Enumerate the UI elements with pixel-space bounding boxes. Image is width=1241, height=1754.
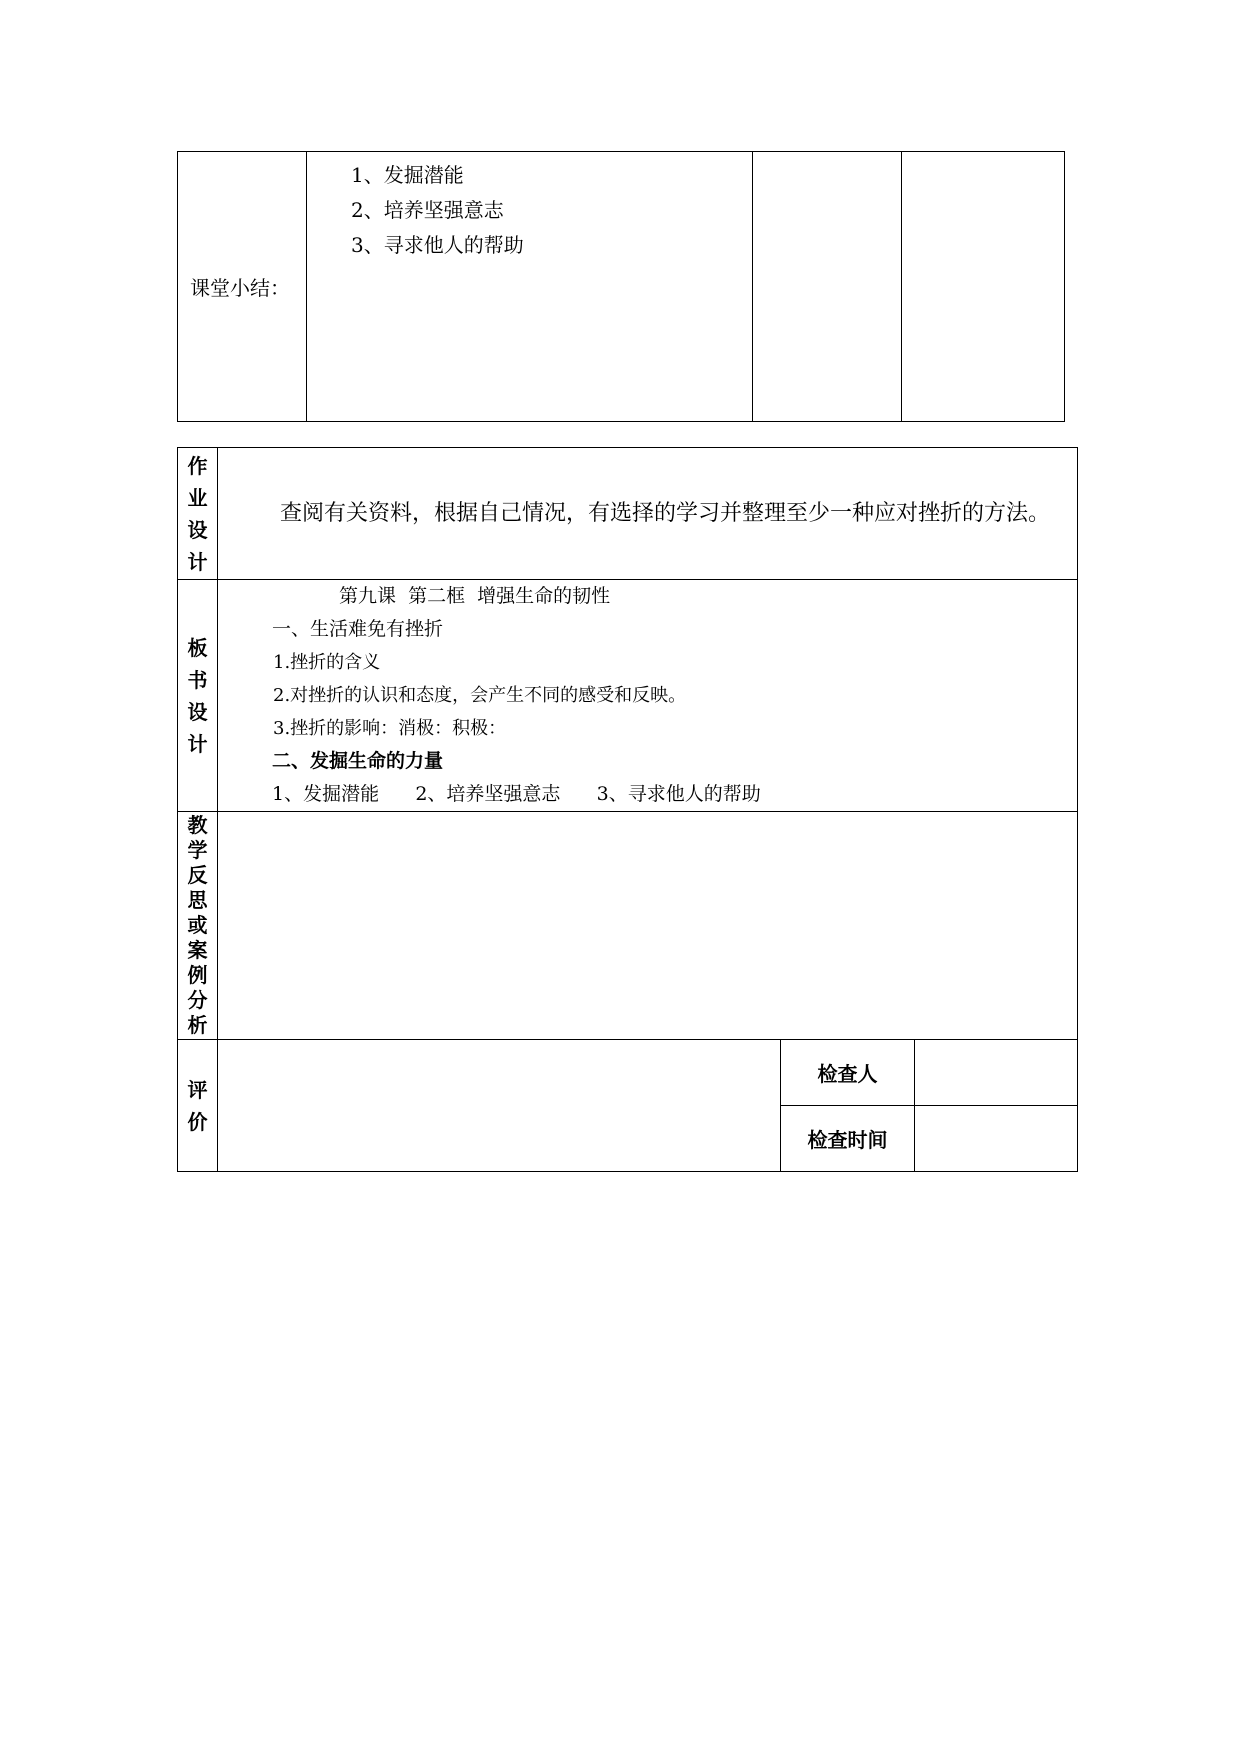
homework-text: 查阅有关资料，根据自己情况，有选择的学习并整理至少一种应对挫折的方法。 xyxy=(280,501,1051,526)
lesson-plan-table xyxy=(177,447,1078,1172)
reflection-label: 教 学 反 思 或 案 例 分 析 xyxy=(178,812,218,1040)
board-point-3: 3.挫折的影响：消极：积极： xyxy=(273,718,507,739)
summary-item: 2、培养坚强意志 xyxy=(351,198,504,222)
homework-label: 作 业 设 计 xyxy=(178,448,218,580)
board-section-1: 一、生活难免有挫折 xyxy=(272,618,444,640)
board-design-content xyxy=(218,580,1078,812)
summary-table xyxy=(177,151,1065,422)
board-items-line: 1、发掘潜能 2、培养坚强意志 3、寻求他人的帮助 xyxy=(272,783,761,805)
check-time-label: 检查时间 xyxy=(781,1106,915,1172)
reflection-content xyxy=(218,812,1078,1040)
checker-label: 检查人 xyxy=(781,1040,915,1106)
summary-item: 1、发掘潜能 xyxy=(351,163,464,187)
evaluation-content xyxy=(218,1040,781,1172)
board-section-2: 二、发掘生命的力量 xyxy=(272,750,444,772)
board-point-1: 1.挫折的含义 xyxy=(273,652,381,673)
evaluation-label: 评 价 xyxy=(178,1040,218,1172)
summary-empty-cell-1 xyxy=(753,152,902,422)
board-title: 第九课 第二框 增强生命的韧性 xyxy=(339,585,611,607)
board-point-2: 2.对挫折的认识和态度，会产生不同的感受和反映。 xyxy=(273,685,687,706)
summary-list xyxy=(307,152,753,422)
board-design-label: 板 书 设 计 xyxy=(178,580,218,812)
summary-item: 3、寻求他人的帮助 xyxy=(351,233,524,257)
homework-content xyxy=(218,448,1078,580)
check-time-value xyxy=(915,1106,1078,1172)
summary-empty-cell-2 xyxy=(902,152,1065,422)
checker-value xyxy=(915,1040,1078,1106)
summary-label: 课堂小结： xyxy=(178,152,307,422)
